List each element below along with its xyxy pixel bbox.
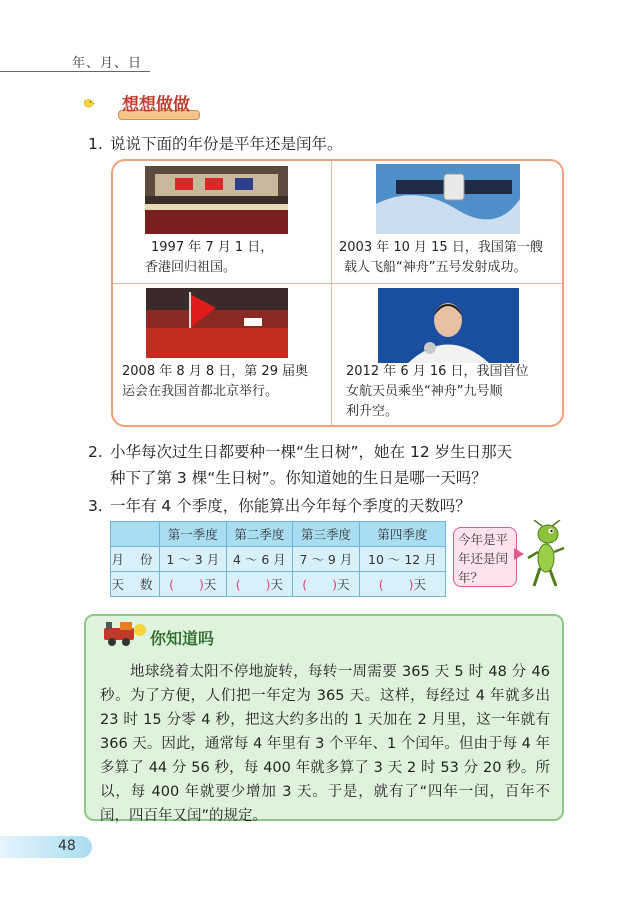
section-title: 想想做做 bbox=[122, 95, 190, 115]
column-header: 第三季度 bbox=[293, 522, 360, 547]
month-range-cell: 1 ～ 3 月 bbox=[160, 547, 227, 572]
question-number: 2. bbox=[88, 443, 103, 461]
question-text-line2: 种下了第 3 棵“生日树”。你知道她的生日是哪一天吗？ bbox=[110, 469, 487, 487]
caption-2: 2003 年 10 月 15 日，我国第一艘 载人飞船“神舟”五号发射成功。 bbox=[339, 240, 543, 275]
days-answer-cell[interactable]: ( )天 bbox=[160, 572, 227, 597]
month-range-cell: 4 ～ 6 月 bbox=[226, 547, 293, 572]
season-days-table bbox=[110, 521, 446, 597]
column-header: 第二季度 bbox=[226, 522, 293, 547]
column-header: 第一季度 bbox=[160, 522, 227, 547]
speech-bubble: 今年是平 年还是闰 年？ bbox=[453, 527, 517, 587]
grid-divider bbox=[331, 161, 332, 425]
caption-1: 1997 年 7 月 1 日， 香港回归祖国。 bbox=[145, 240, 274, 275]
days-answer-cell[interactable]: ( )天 bbox=[359, 572, 445, 597]
days-answer-cell[interactable]: ( )天 bbox=[226, 572, 293, 597]
train-icon bbox=[100, 618, 150, 648]
did-you-know-paragraph: 地球绕着太阳不停地旋转，每转一周需要 365 天 5 时 48 分 46 秒。为了方便，人们把一年定为 365 天。这样，每经过 4 年就多出 23 时 15 分零 4 秒，把这大约多出的 1 天加在 2 月里，这一年就有 366 天。因此，通常每 4 年里有 3 个平年、1 个闰年。但由于每 4 年多算了 44 分 56 秒，每 400 年就多算了 3 天 2 时 53 分 20 秒。所以，每 400 年就要少增加 3 天。于是，就有了“四年一闰，百年不闰，四百年又闰”的规定。 bbox=[100, 664, 550, 824]
beijing-olympics-photo bbox=[146, 288, 288, 358]
question-number: 3. bbox=[88, 497, 103, 515]
column-header: 第四季度 bbox=[359, 522, 445, 547]
hong-kong-handover-photo bbox=[145, 166, 288, 234]
female-astronaut-photo bbox=[378, 288, 519, 363]
shenzhou-5-photo bbox=[376, 164, 520, 234]
month-range-cell: 7 ～ 9 月 bbox=[293, 547, 360, 572]
grasshopper-mascot-icon bbox=[524, 520, 570, 588]
page-number: 48 bbox=[58, 838, 76, 854]
month-range-cell: 10 ～ 12 月 bbox=[359, 547, 445, 572]
question-text: 一年有 4 个季度，你能算出今年每个季度的天数吗？ bbox=[110, 497, 471, 515]
question-text-line1: 小华每次过生日都要种一棵“生日树”，她在 12 岁生日那天 bbox=[110, 443, 513, 461]
row-header-days: 天 数 bbox=[111, 572, 160, 597]
question-text: 说说下面的年份是平年还是闰年。 bbox=[110, 135, 343, 153]
question-2 bbox=[88, 439, 512, 491]
question-1 bbox=[88, 131, 343, 157]
chick-mascot-icon bbox=[82, 86, 122, 120]
row-header-month: 月 份 bbox=[111, 547, 160, 572]
did-you-know-title: 你知道吗 bbox=[150, 629, 215, 648]
caption-4: 2012 年 6 月 16 日，我国首位 女航天员乘坐“神舟”九号顺 利升空。 bbox=[346, 364, 529, 419]
running-header: 年、月、日 bbox=[72, 56, 143, 71]
question-3 bbox=[88, 493, 471, 519]
page-number-tab bbox=[0, 836, 92, 858]
table-corner bbox=[111, 522, 160, 547]
header-divider bbox=[0, 71, 150, 72]
question-number: 1. bbox=[88, 135, 103, 153]
grid-divider bbox=[113, 283, 562, 284]
caption-3: 2008 年 8 月 8 日，第 29 届奥 运会在我国首都北京举行。 bbox=[122, 364, 309, 399]
days-answer-cell[interactable]: ( )天 bbox=[293, 572, 360, 597]
speech-bubble-tail bbox=[514, 548, 524, 560]
